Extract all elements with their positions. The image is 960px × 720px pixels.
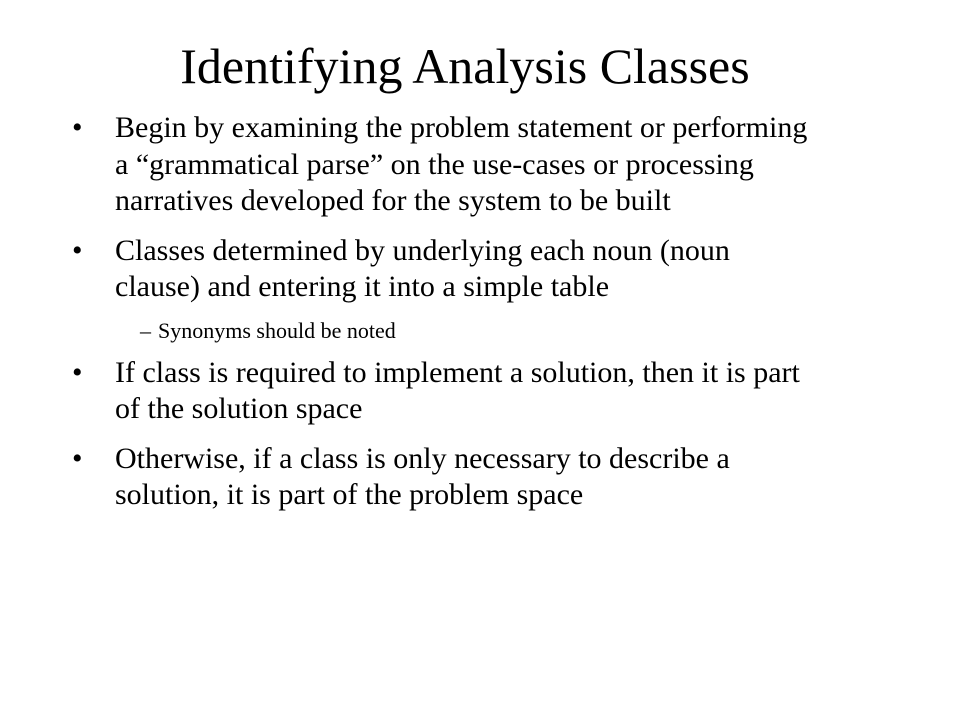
bullet-list [72,110,812,514]
sub-bullet-marker: – [140,317,151,343]
sub-bullet-item [72,316,812,346]
bullet-marker: • [72,233,83,267]
bullet-text: Otherwise, if a class is only necessary to describe a solution, it is part of the problem space [115,441,730,511]
bullet-marker: • [72,111,83,144]
bullet-marker: • [72,441,83,475]
bullet-text: If class is required to implement a solution, then it is part of the solution space [115,355,800,425]
bullet-item [72,110,812,220]
bullet-marker: • [72,355,83,389]
bullet-text: Begin by examining the problem statement or performing a “grammatical parse” on the use-cases or processing narratives developed for the system to be built [115,111,808,217]
sub-bullet-text: Synonyms should be noted [158,317,396,343]
slide-title: Identifying Analysis Classes [180,38,750,94]
bullet-text: Classes determined by underlying each noun (noun clause) and entering it into a simple table [115,233,730,303]
bullet-item [72,233,812,306]
bullet-item [72,441,812,514]
bullet-item [72,355,812,428]
